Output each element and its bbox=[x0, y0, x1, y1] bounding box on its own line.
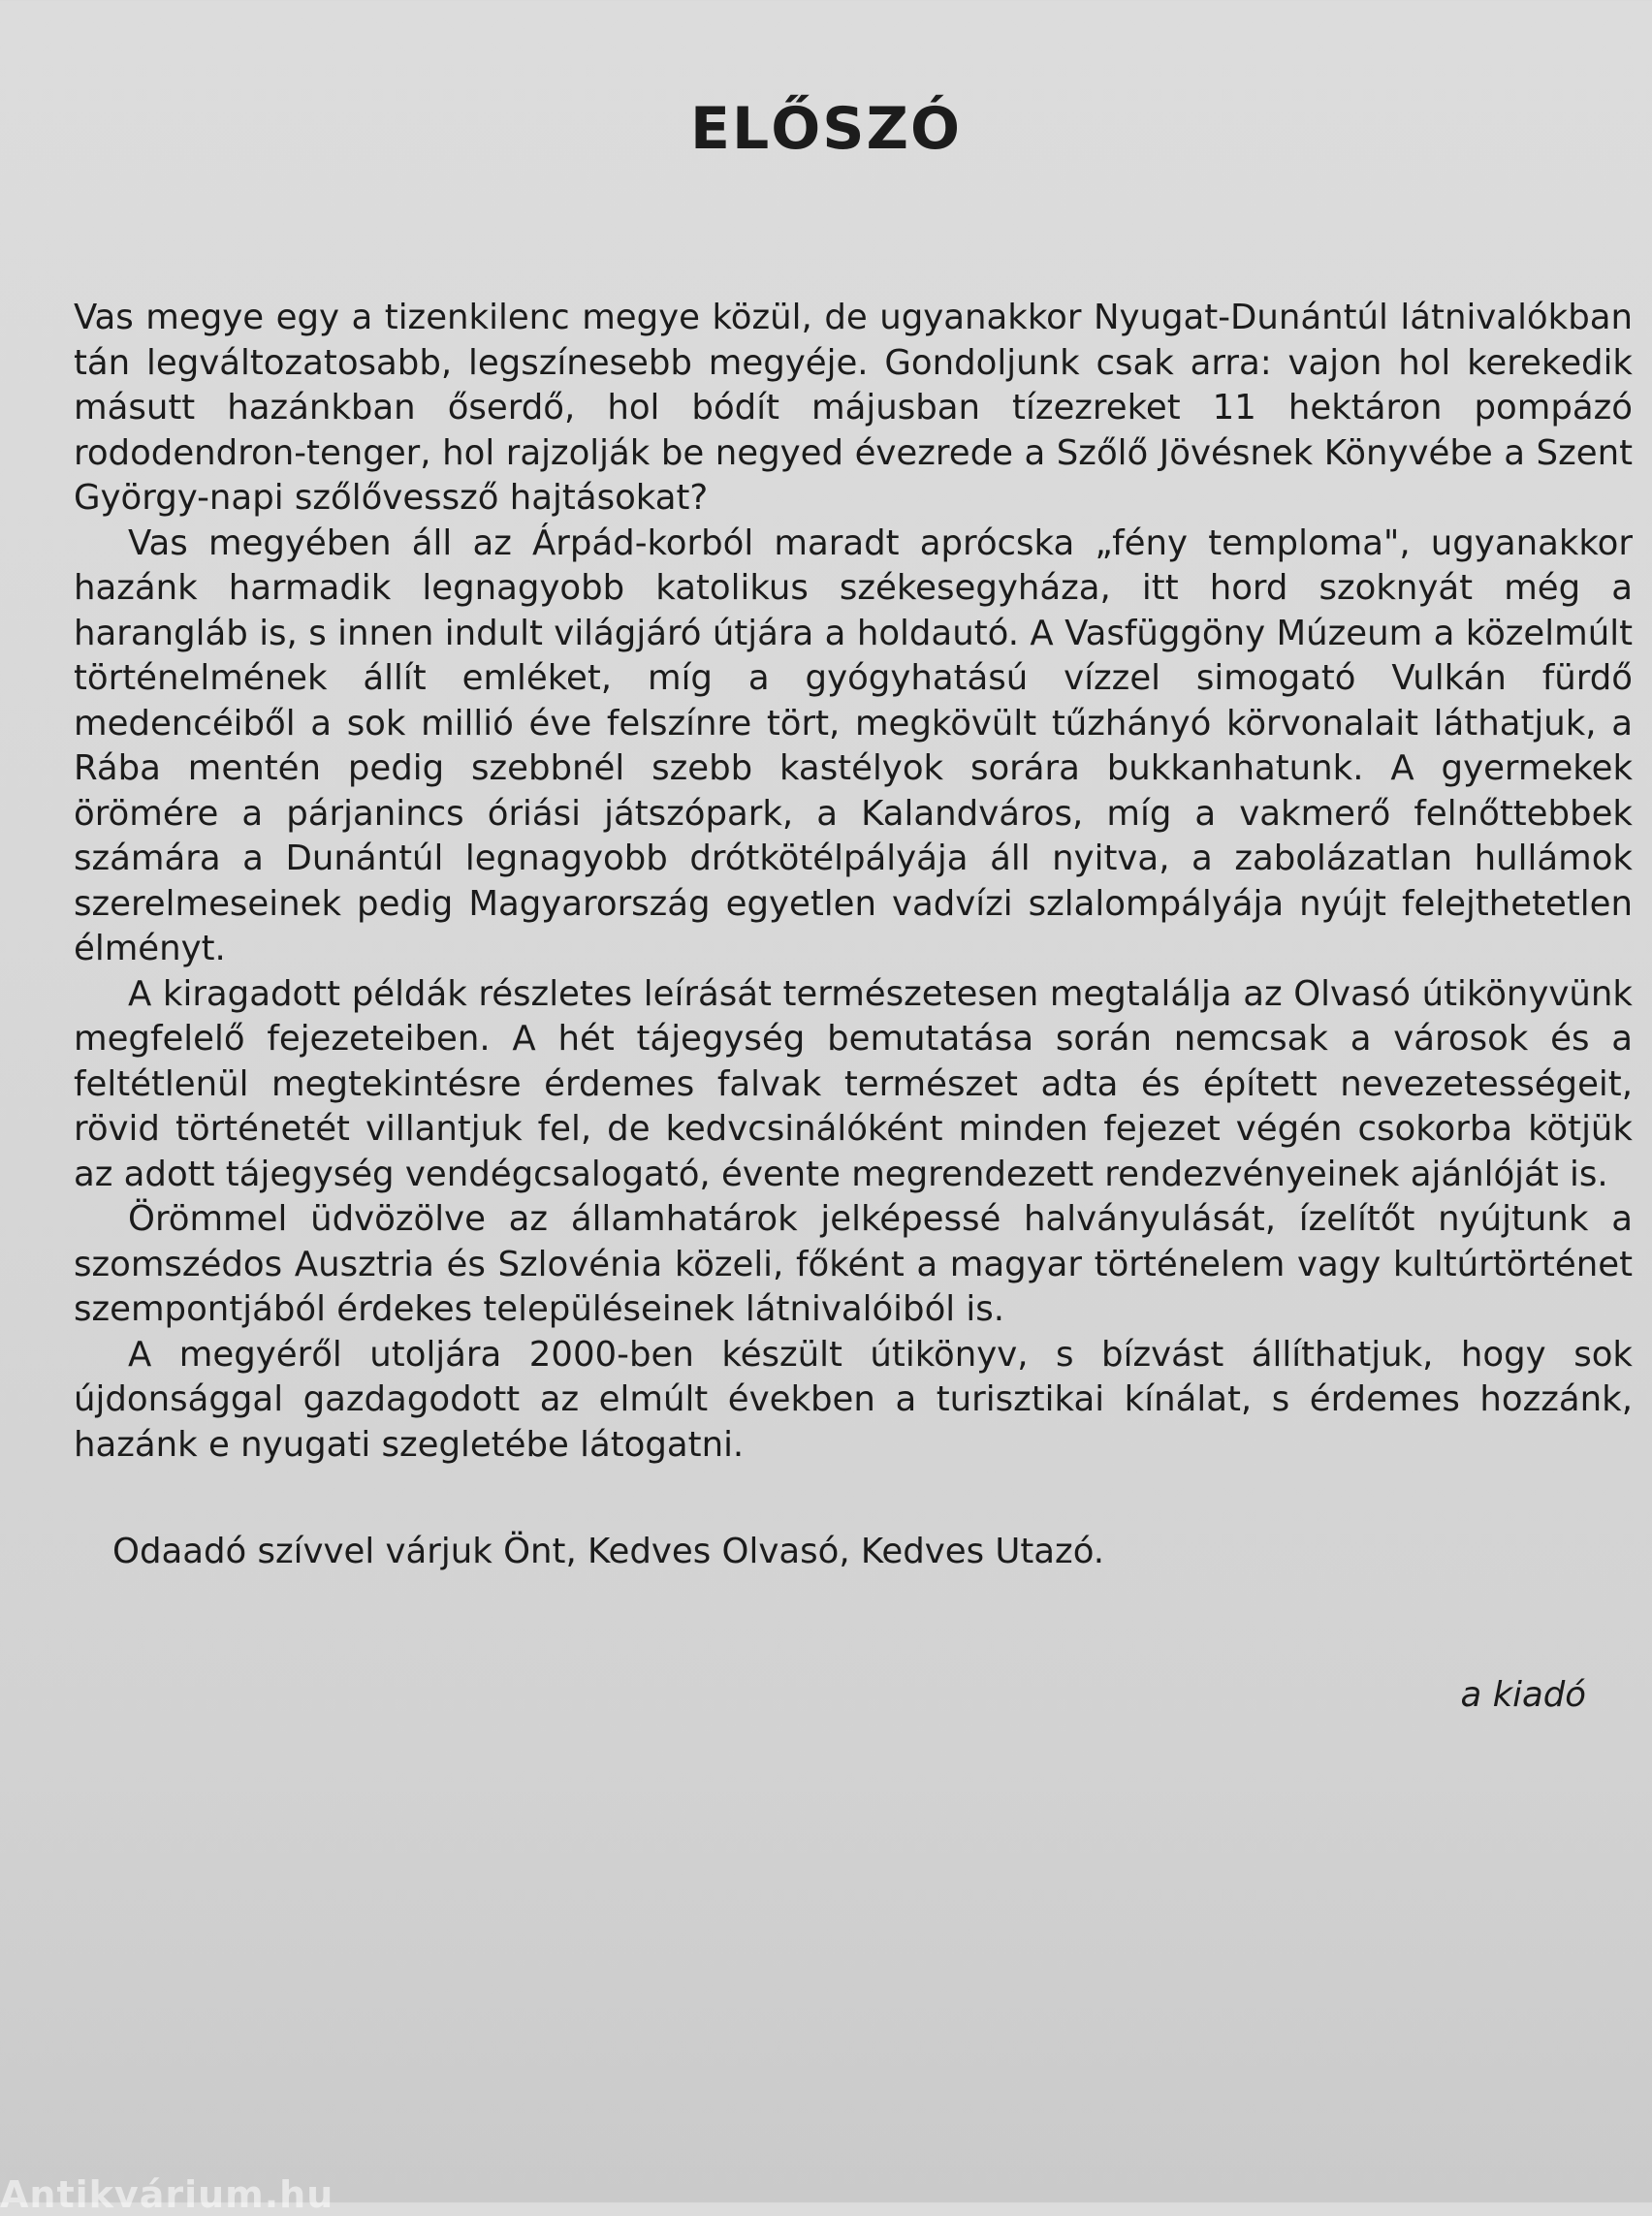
paragraph-4: Örömmel üdvözölve az államhatárok jelképessé halványulását, ízelítőt nyújtunk a szomszédos Ausztria és Szlovénia közeli, főként a magyar történelem vagy kultúrtörténet szempontjából érdekes településeinek látnivalóiból is. bbox=[74, 1199, 1633, 1329]
preface-body bbox=[74, 296, 1633, 1468]
closing-line: Odaadó szívvel várjuk Önt, Kedves Olvasó, Kedves Utazó. bbox=[112, 1532, 1105, 1571]
paragraph-2: Vas megyében áll az Árpád-korból maradt aprócska „fény temploma", ugyanakkor hazánk harmadik legnagyobb katolikus székesegyháza, itt hord szoknyát még a harangláb is, s innen indult világjáró útjára a holdautó. A Vasfüggöny Múzeum a közelmúlt történelmének állít emléket, míg a gyógyhatású vízzel simogató Vulkán fürdő medencéiből a sok millió éve felszínre tört, megkövült tűzhányó körvonalait láthatjuk, a Rába mentén pedig szebbnél szebb kastélyok sorára bukkanhatunk. A gyermekek örömére a párjanincs óriási játszópark, a Kalandváros, míg a vakmerő felnőttebbek számára a Dunántúl legnagyobb drótkötélpályája áll nyitva, a zabolázatlan hullámok szerelmeseinek pedig Magyarország egyetlen vadvízi szlalompályája nyújt felejthetetlen élményt. bbox=[74, 522, 1633, 968]
paragraph-3: A kiragadott példák részletes leírását természetesen megtalálja az Olvasó útikönyvünk megfelelő fejezeteiben. A hét tájegység bemutatása során nemcsak a városok és a feltétlenül megtekintésre érdemes falvak természet adta és épített nevezetességeit, rövid történetét villantjuk fel, de kedvcsinálóként minden fejezet végén csokorba kötjük az adott tájegység vendégcsalogató, évente megrendezett rendezvényeinek ajánlóját is. bbox=[74, 973, 1633, 1194]
signature: a kiadó bbox=[1460, 1675, 1586, 1715]
page-title: ELŐSZÓ bbox=[690, 95, 962, 163]
paragraph-5: A megyéről utoljára 2000-ben készült útikönyv, s bízvást állíthatjuk, hogy sok újdonsággal gazdagodott az elmúlt években a turisztikai kínálat, s érdemes hozzánk, hazánk e nyugati szegletébe látogatni. bbox=[74, 1334, 1633, 1465]
paragraph-1: Vas megye egy a tizenkilenc megye közül, de ugyanakkor Nyugat-Dunántúl látnivalókban tán legváltozatosabb, legszínesebb megyéje. Gondoljunk csak arra: vajon hol kerekedik másutt hazánkban őserdő, hol bódít májusban tízezreket 11 hektáron pompázó rododendron-tenger, hol rajzolják be negyed évezrede a Szőlő Jövésnek Könyvébe a Szent György-napi szőlővessző hajtásokat? bbox=[74, 298, 1633, 518]
watermark: Antikvárium.hu bbox=[0, 2173, 334, 2216]
